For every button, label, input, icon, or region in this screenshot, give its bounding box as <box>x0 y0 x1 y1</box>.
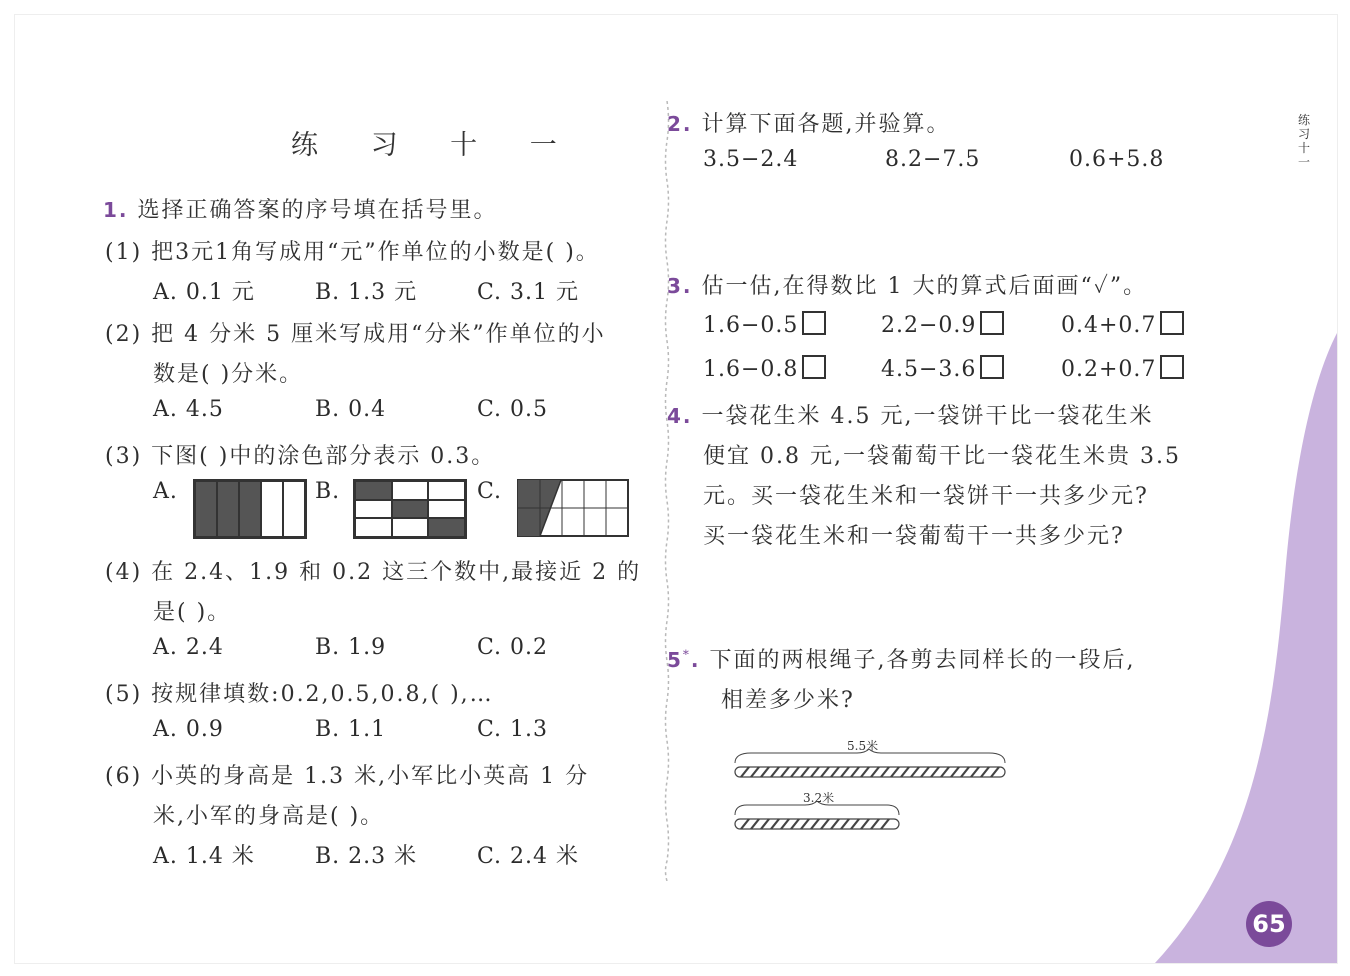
q1-5-option-b: B. 1.1 <box>315 717 387 742</box>
q1-3-option-c: C. <box>477 479 503 504</box>
q5-line1 <box>667 643 1136 674</box>
q1-2-line2: 数是( )分米。 <box>153 362 304 387</box>
q1-number: 1. <box>103 198 129 222</box>
q1-text: 选择正确答案的序号填在括号里。 <box>137 198 498 223</box>
q3-checkbox-3[interactable] <box>1160 311 1184 335</box>
q3-checkbox-2[interactable] <box>980 311 1004 335</box>
q1-2-option-c: C. 0.5 <box>477 397 549 422</box>
q1-1-option-b: B. 1.3 元 <box>315 280 418 305</box>
q3-text: 估一估,在得数比 1 大的算式后面画“✓”。 <box>701 274 1148 299</box>
rope2-diagram <box>731 801 907 835</box>
q3-checkbox-1[interactable] <box>802 311 826 335</box>
q4-line3: 元。买一袋花生米和一袋饼干一共多少元? <box>703 484 1149 509</box>
q5-line2: 相差多少米? <box>721 688 855 713</box>
q5-number: 5 <box>667 648 683 672</box>
q1-3-option-b: B. <box>315 479 341 504</box>
q1-4-option-c: C. 0.2 <box>477 635 549 660</box>
q1-2-option-b: B. 0.4 <box>315 397 387 422</box>
q1-1-option-a: A. 0.1 元 <box>153 280 255 305</box>
q1-5-option-a: A. 0.9 <box>153 717 224 742</box>
q1-1-option-c: C. 3.1 元 <box>477 280 580 305</box>
q5-text-1: 下面的两根绳子,各剪去同样长的一段后, <box>709 648 1136 673</box>
grid-option-c <box>517 479 629 537</box>
q2-expr-1: 3.5−2.4 <box>703 147 799 172</box>
q3-row1-item2 <box>881 311 1004 338</box>
q3-checkbox-5[interactable] <box>980 355 1004 379</box>
grid-option-a <box>193 479 307 539</box>
q2-expr-3: 0.6+5.8 <box>1069 147 1165 172</box>
q3-expr-6: 0.2+0.7 <box>1061 357 1157 382</box>
q1-5-option-c: C. 1.3 <box>477 717 549 742</box>
q1-3-line1: (3) 下图( )中的涂色部分表示 0.3。 <box>105 444 496 469</box>
q1-stem <box>103 193 498 224</box>
q3-stem <box>667 269 1147 300</box>
q1-6-option-b: B. 2.3 米 <box>315 844 418 869</box>
q4-line2: 便宜 0.8 元,一袋葡萄干比一袋花生米贵 3.5 <box>703 444 1181 469</box>
q3-expr-1: 1.6−0.5 <box>703 313 799 338</box>
grid-option-b <box>353 479 467 539</box>
q2-expr-2: 8.2−7.5 <box>885 147 981 172</box>
q4-text-1: 一袋花生米 4.5 元,一袋饼干比一袋花生米 <box>701 404 1154 429</box>
q1-2-option-a: A. 4.5 <box>153 397 224 422</box>
q1-4-line2: 是( )。 <box>153 600 232 625</box>
q2-number: 2. <box>667 112 693 136</box>
q3-row1-item3 <box>1061 311 1184 338</box>
q1-6-line1: (6) 小英的身高是 1.3 米,小军比小英高 1 分 <box>105 764 590 789</box>
q2-text: 计算下面各题,并验算。 <box>701 112 951 137</box>
workbook-page <box>14 14 1338 964</box>
rope2-label: 3.2米 <box>803 791 835 805</box>
page-number-badge: 65 <box>1246 901 1292 947</box>
q1-4-line1: (4) 在 2.4、1.9 和 0.2 这三个数中,最接近 2 的 <box>105 560 642 585</box>
q1-1-line1: (1) 把3元1角写成用“元”作单位的小数是( )。 <box>105 240 600 265</box>
q1-6-option-a: A. 1.4 米 <box>153 844 255 869</box>
q4-line4: 买一袋花生米和一袋葡萄干一共多少元? <box>703 524 1125 549</box>
q1-6-option-c: C. 2.4 米 <box>477 844 580 869</box>
q5-star: * <box>682 647 691 662</box>
page-divider <box>662 101 672 881</box>
q3-row2-item3 <box>1061 355 1184 382</box>
q1-5-line1: (5) 按规律填数:0.2,0.5,0.8,( ),… <box>105 682 494 707</box>
q4-number: 4. <box>667 404 693 428</box>
q1-3-option-a: A. <box>153 479 178 504</box>
q2-stem <box>667 107 951 138</box>
q3-number: 3. <box>667 274 693 298</box>
q3-expr-4: 1.6−0.8 <box>703 357 799 382</box>
q5-dot: . <box>690 648 701 672</box>
q3-expr-2: 2.2−0.9 <box>881 313 977 338</box>
q3-row2-item2 <box>881 355 1004 382</box>
q3-row2-item1 <box>703 355 826 382</box>
q4-line1 <box>667 399 1153 430</box>
side-chapter-tab: 练习十一 <box>1297 113 1310 169</box>
page-title: 练 习 十 一 <box>291 130 579 161</box>
rope1-label: 5.5米 <box>847 739 879 753</box>
q1-4-option-b: B. 1.9 <box>315 635 387 660</box>
q3-expr-3: 0.4+0.7 <box>1061 313 1157 338</box>
q3-checkbox-4[interactable] <box>802 355 826 379</box>
q1-6-line2: 米,小军的身高是( )。 <box>153 804 385 829</box>
q3-row1-item1 <box>703 311 826 338</box>
q3-expr-5: 4.5−3.6 <box>881 357 977 382</box>
rope1-diagram <box>731 749 1011 783</box>
q3-checkbox-6[interactable] <box>1160 355 1184 379</box>
q1-2-line1: (2) 把 4 分米 5 厘米写成用“分米”作单位的小 <box>105 322 606 347</box>
q1-4-option-a: A. 2.4 <box>153 635 224 660</box>
